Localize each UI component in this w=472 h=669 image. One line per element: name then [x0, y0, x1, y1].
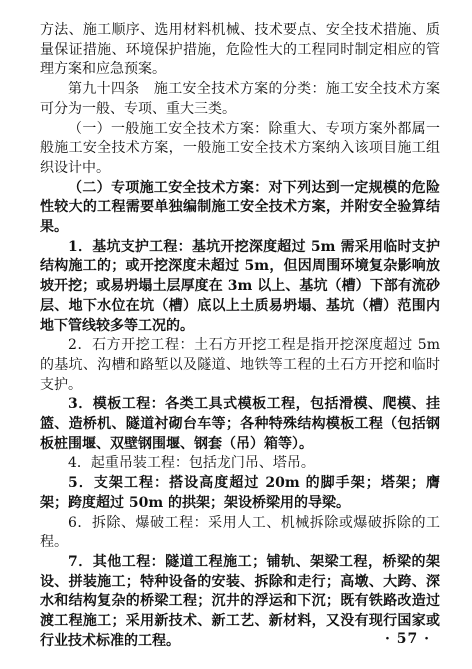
item-foundation-pit: 1．基坑支护工程：基坑开挖深度超过 5m 需采用临时支护结构施工的；或开挖深度未超过 5m，但因周围环境复杂影响放坡开挖；或易坍塌土层厚度在 3m 以上、基坑（槽）下部有流砂层、地下水位在坑（槽）底以上土质易坍塌、基坑（槽）范围内地下管线较多等工况的。 — [40, 238, 440, 334]
paragraph-continuation: 方法、施工顺序、选用材料机械、技术要点、安全技术措施、质量保证措施、环境保护措施，危险性大的工程同时制定相应的管理方案和应急预案。 — [40, 22, 440, 78]
item-earthwork: 2．石方开挖工程：土石方开挖工程是指开挖深度超过 5m 的基坑、沟槽和路堑以及隧道、地铁等工程的土石方开挖和临时支护。 — [40, 337, 440, 393]
general-scheme-paragraph: （一）一般施工安全技术方案：除重大、专项方案外都属一般施工安全技术方案，一般施工安全技术方案纳入该项目施工组织设计中。 — [40, 120, 440, 176]
article-94: 第九十四条 施工安全技术方案的分类：施工安全技术方案可分为一般、专项、重大三类。 — [40, 81, 440, 117]
item-demolition: 6．拆除、爆破工程：采用人工、机械拆除或爆破拆除的工程。 — [40, 514, 440, 551]
item-support: 5．支架工程：搭设高度超过 20m 的脚手架；塔架；膺架；跨度超过 50m 的拱架；架设桥梁用的导梁。 — [40, 475, 440, 511]
body-text — [40, 21, 440, 652]
item-formwork: 3．模板工程：各类工具式模板工程，包括滑模、爬模、挂篮、造桥机、隧道衬砌台车等；各种特殊结构模板工程（包括钢板桩围堰、双壁钢围堰、钢套（吊）箱等）。 — [40, 396, 440, 452]
page-number: · 57 · — [385, 631, 430, 647]
special-scheme-paragraph: （二）专项施工安全技术方案：对下列达到一定规模的危险性较大的工程需要单独编制施工安全技术方案，并附安全验算结果。 — [40, 179, 440, 236]
item-lifting: 4．起重吊装工程：包括龙门吊、塔吊。 — [68, 455, 315, 472]
item-other: 7．其他工程：隧道工程施工；铺轨、架梁工程，桥梁的架设、拼装施工；特种设备的安装、拆除和走行；高墩、大跨、深水和结构复杂的桥梁工程；沉井的浮运和下沉；既有铁路改造过渡工程施工；采用新技术、新工艺、新材料，又没有现行国家或行业技术标准的工程。 — [40, 553, 440, 649]
